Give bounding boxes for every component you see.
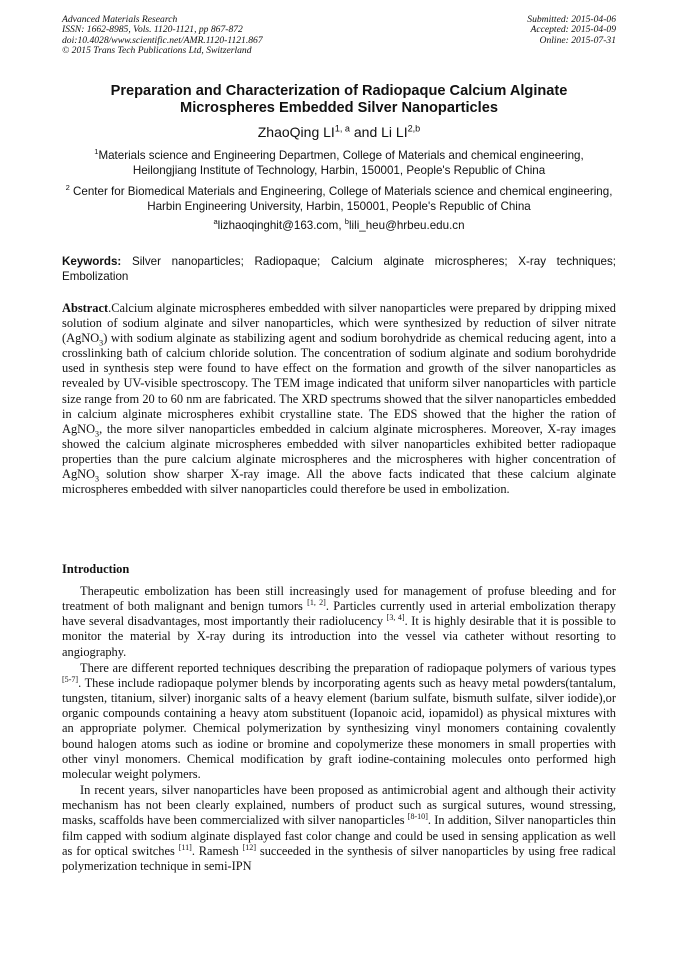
introduction-paragraph-3 xyxy=(62,783,616,874)
email-b-mark: b xyxy=(344,217,349,227)
email-a: lizhaoqinghit@163.com, xyxy=(217,219,345,232)
para3-text-2: . In addition, Silver nanoparticles thin film capped with sodium alginate displayed fast color change and could be used in sensing application as well as for optical switches xyxy=(62,813,616,858)
abstract-text-2: ) with sodium alginate as stabilizing agent and sodium borohydride as chemical reducing agent, into a crosslinking bath of calcium chloride solution. The concentration of sodium alginate and sodium borohydride used in synthesis step were found to have effect on the formation and growth of the silver nanoparticles as revealed by UV-visible spectroscopy. The TEM image indicated that uniform silver nanoparticles with particle size range from 20 to 60 nm are fabricated. The XRD spectrums showed that the silver nanoparticles embedded in calcium alginate microspheres exhibit crystalline state. The EDS showed that the higher the ration of AgNO xyxy=(62,331,616,436)
abstract-label: Abstract xyxy=(62,301,109,315)
introduction-heading: Introduction xyxy=(62,562,130,576)
accepted-date: Accepted: 2015-04-09 xyxy=(530,24,616,36)
para1-text-2: . Particles currently used in arterial embolization therapy have several disadvantages, most importantly their radiolucency xyxy=(62,599,616,629)
para3-text-4: succeeded in the synthesis of silver nanoparticles by using free radical polymerization technique in semi-IPN xyxy=(62,843,616,873)
abstract-section xyxy=(62,301,616,497)
para2-text-1: There are different reported techniques describing the preparation of radiopaque polymers of various types xyxy=(80,660,616,675)
author-1-name: ZhaoQing LI xyxy=(257,124,335,140)
online-date: Online: 2015-07-31 xyxy=(539,34,616,46)
abstract-text-3: , the more silver nanoparticles embedded in calcium alginate microspheres. Moreover, X-ray images showed the calcium alginate microspheres embedded with silver nanoparticles exhibited better radiopaque properties than the pure calcium alginate microspheres and the microspheres with higher concentration of AgNO xyxy=(62,421,616,482)
para3-citation-3: [12] xyxy=(242,842,257,852)
keywords-text: Silver nanoparticles; Radiopaque; Calcium alginate microspheres; X-ray techniques; Embolization xyxy=(62,255,616,283)
para3-text-1: In recent years, silver nanoparticles have been proposed as antimicrobial agent and although their activity mechanism has not been clearly explained, numbers of product such as surgical sutures, wound stressing, masks, scaffolds have been commercialized with silver nanoparticles xyxy=(62,783,616,828)
journal-name: Advanced Materials Research xyxy=(62,14,178,25)
para1-citation-2: [3, 4] xyxy=(386,613,405,623)
title-line-1: Preparation and Characterization of Radiopaque Calcium Alginate xyxy=(110,83,568,99)
introduction-paragraph-2 xyxy=(62,661,616,782)
author-2-affiliation-mark: 2,b xyxy=(407,123,421,134)
para2-citation-1: [5-7] xyxy=(62,674,79,684)
introduction-paragraph-1 xyxy=(62,584,616,660)
submitted-date: Submitted: 2015-04-06 xyxy=(527,14,616,25)
author-list xyxy=(62,124,616,141)
author-separator: and xyxy=(349,124,382,140)
abstract-subscript-3: 3 xyxy=(95,474,100,484)
author-1-affiliation-mark: 1, a xyxy=(334,123,350,134)
doi-line: doi:10.4028/www.scientific.net/AMR.1120-1121.867 xyxy=(62,34,263,46)
affiliation-1-text: Materials science and Engineering Departmen, College of Materials and chemical engineering, Heilongjiang Institute of Technology, Harbin, 150001, People's Republic of China xyxy=(98,149,584,177)
para3-citation-2: [11] xyxy=(178,842,192,852)
copyright-line: © 2015 Trans Tech Publications Ltd, Switzerland xyxy=(62,45,252,57)
journal-info xyxy=(62,15,263,57)
keywords-section xyxy=(62,254,616,284)
para1-text-1: Therapeutic embolization has been still increasingly used for management of profuse bleeding and for treatment of both malignant and benign tumors xyxy=(62,584,616,614)
keywords-label: Keywords: xyxy=(62,255,122,268)
affiliation-1 xyxy=(62,149,616,179)
para2-text-2: . These include radiopaque polymer blends by incorporating agents such as heavy metal powders(tantalum, tungsten, titanium, silver) inorganic salts of a heavy element (barium sulfate, bismuth sulfate, silver iodide),or organic compounds containing a heavy atom substituent (Iopanoic acid, iopamidol) as physical mixtures with an appropriate polymer. Chemical polymerization by synthesizing vinyl monomers containing covalently bound halogen atoms such as iodine or bromine and copolymerize these monomers in small properties with other vinyl monomers. Chemical modification by graft iodine-containing molecules onto performed high molecular weight polymers. xyxy=(62,675,616,781)
para1-text-3: . It is highly desirable that it is possible to monitor the material by X-ray during its introduction into the vessel via catheter without resorting to angiography. xyxy=(62,614,616,659)
abstract-text-1: .Calcium alginate microspheres embedded with silver nanoparticles were prepared by dripping mixed solution of sodium alginate and silver nanoparticles, which were synthesized by reduction of silver nitrate (AgNO xyxy=(62,301,616,346)
paper-title xyxy=(62,83,616,117)
abstract-subscript-1: 3 xyxy=(99,338,104,348)
email-a-mark: a xyxy=(213,217,218,227)
title-line-2: Microspheres Embedded Silver Nanoparticles xyxy=(180,100,498,116)
affiliation-1-mark: 1 xyxy=(94,147,99,157)
affiliation-2-mark: 2 xyxy=(65,183,70,193)
introduction-body xyxy=(62,584,616,875)
abstract-text-4: solution show sharper X-ray image. All the above facts indicated that these calcium alginate microspheres embedded with silver nanoparticles could therefore be used in embolization. xyxy=(62,467,616,497)
para3-text-3: . Ramesh xyxy=(191,843,243,858)
issn-line: ISSN: 1662-8985, Vols. 1120-1121, pp 867-872 xyxy=(62,24,243,36)
para3-citation-1: [8-10] xyxy=(407,812,428,822)
publication-dates xyxy=(527,15,616,46)
author-emails xyxy=(62,219,616,233)
author-2-name: Li LI xyxy=(381,124,408,140)
para1-citation-1: [1, 2] xyxy=(307,598,326,608)
abstract-subscript-2: 3 xyxy=(95,429,100,439)
affiliation-2 xyxy=(62,185,616,215)
affiliation-2-text: Center for Biomedical Materials and Engineering, College of Materials science and chemical engineering, Harbin Engineering University, Harbin, 150001, People's Republic of China xyxy=(73,185,613,213)
email-b: lili_heu@hrbeu.edu.cn xyxy=(348,219,465,232)
